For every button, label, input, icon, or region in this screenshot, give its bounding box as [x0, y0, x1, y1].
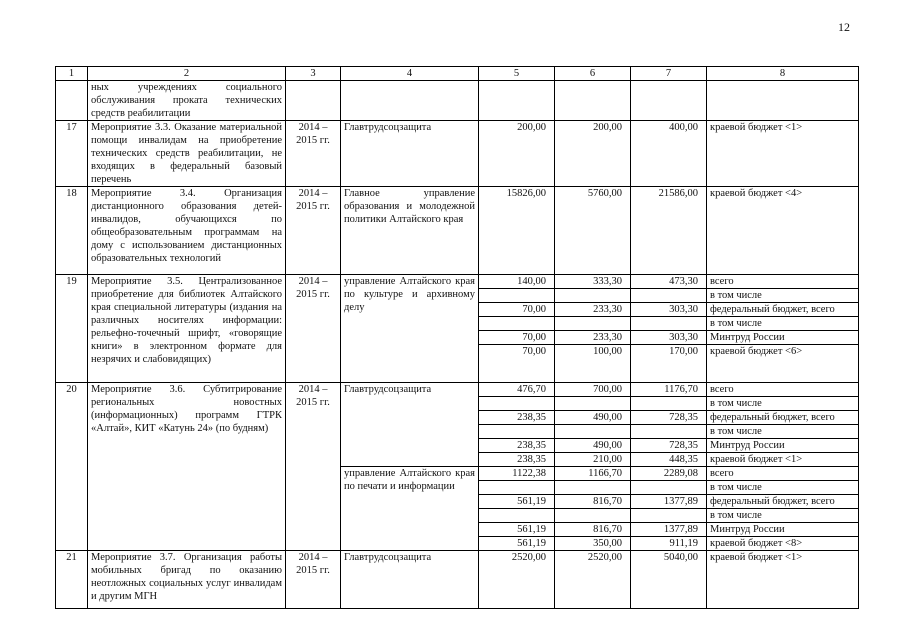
period-cell: 2014 – 2015 гг.	[286, 275, 341, 383]
table-row	[56, 275, 859, 289]
activity-name-cell: Мероприятие 3.3. Оказание материальной помощи инвалидам на приобретение технических средств реабилитации, не входящих в федеральный базовый перечень	[88, 121, 286, 187]
amount-2014-cell: 70,00	[479, 303, 555, 317]
amount-total-cell	[631, 425, 707, 439]
row-number-cell: 21	[56, 551, 88, 609]
amount-total-cell: 303,30	[631, 331, 707, 345]
amount-2015-cell	[555, 317, 631, 331]
amount-2014-cell: 238,35	[479, 453, 555, 467]
funding-source-cell: в том числе	[707, 317, 859, 331]
table-row	[56, 81, 859, 121]
funding-source-cell: краевой бюджет <6>	[707, 345, 859, 383]
amount-2014-cell: 238,35	[479, 411, 555, 425]
row-number-cell	[56, 81, 88, 121]
table-row	[56, 121, 859, 187]
column-header: 3	[286, 67, 341, 81]
column-header: 1	[56, 67, 88, 81]
amount-2015-cell: 200,00	[555, 121, 631, 187]
amount-2015-cell	[555, 397, 631, 411]
amount-total-cell	[631, 317, 707, 331]
activity-name-cell: ных учреждениях социального обслуживания проката технических средств реабилитации	[88, 81, 286, 121]
funding-source-cell: краевой бюджет <1>	[707, 121, 859, 187]
amount-2015-cell: 233,30	[555, 303, 631, 317]
amount-total-cell: 5040,00	[631, 551, 707, 609]
amount-total-cell: 728,35	[631, 439, 707, 453]
period-cell: 2014 – 2015 гг.	[286, 551, 341, 609]
amount-2015-cell: 2520,00	[555, 551, 631, 609]
amount-2014-cell: 200,00	[479, 121, 555, 187]
amount-total-cell	[631, 481, 707, 495]
period-cell: 2014 – 2015 гг.	[286, 187, 341, 275]
amount-2014-cell: 561,19	[479, 495, 555, 509]
amount-2015-cell: 350,00	[555, 537, 631, 551]
activity-name-cell: Мероприятие 3.6. Субтитрирование региональных новостных (информационных) программ ГТРК «Алтай», КИТ «Катунь 24» (по будням)	[88, 383, 286, 467]
amount-2015-cell: 333,30	[555, 275, 631, 289]
amount-total-cell: 1176,70	[631, 383, 707, 397]
executor-cell: управление Алтайского края по культуре и архивному делу	[341, 275, 479, 383]
amount-2014-cell: 70,00	[479, 331, 555, 345]
funding-source-cell: федеральный бюджет, всего	[707, 303, 859, 317]
amount-2015-cell: 490,00	[555, 411, 631, 425]
amount-total-cell: 2289,08	[631, 467, 707, 481]
amount-2014-cell: 140,00	[479, 275, 555, 289]
amount-2014-cell	[479, 509, 555, 523]
column-header: 5	[479, 67, 555, 81]
amount-2014-cell: 70,00	[479, 345, 555, 383]
executor-cell: Главное управление образования и молодежной политики Алтайского края	[341, 187, 479, 275]
funding-source-cell: федеральный бюджет, всего	[707, 495, 859, 509]
amount-total-cell: 21586,00	[631, 187, 707, 275]
period-cell	[286, 81, 341, 121]
activity-name-cell: Мероприятие 3.5. Централизованное приобретение для библиотек Алтайского края специальной литературы (издания на различных носителях информации: рельефно-точечный шрифт, «говорящие книги» в электронном формате для незрячих и слабовидящих)	[88, 275, 286, 383]
funding-source-cell: в том числе	[707, 425, 859, 439]
executor-cell: управление Алтайского края по печати и информации	[341, 467, 479, 551]
column-header: 7	[631, 67, 707, 81]
amount-2014-cell: 238,35	[479, 439, 555, 453]
funding-source-cell: всего	[707, 467, 859, 481]
amount-2015-cell: 1166,70	[555, 467, 631, 481]
amount-total-cell: 303,30	[631, 303, 707, 317]
amount-total-cell	[631, 81, 707, 121]
table-row	[56, 383, 859, 397]
funding-source-cell: в том числе	[707, 509, 859, 523]
amount-total-cell: 728,35	[631, 411, 707, 425]
funding-source-cell: федеральный бюджет, всего	[707, 411, 859, 425]
amount-2015-cell: 233,30	[555, 331, 631, 345]
row-number-cell: 17	[56, 121, 88, 187]
amount-2015-cell: 100,00	[555, 345, 631, 383]
amount-2014-cell: 1122,38	[479, 467, 555, 481]
amount-2015-cell: 490,00	[555, 439, 631, 453]
column-header: 6	[555, 67, 631, 81]
table-row	[56, 187, 859, 275]
funding-source-cell: краевой бюджет <8>	[707, 537, 859, 551]
funding-source-cell: краевой бюджет <1>	[707, 551, 859, 609]
amount-total-cell: 473,30	[631, 275, 707, 289]
funding-source-cell: краевой бюджет <4>	[707, 187, 859, 275]
executor-cell	[341, 81, 479, 121]
period-cell: 2014 – 2015 гг.	[286, 383, 341, 551]
amount-2015-cell	[555, 81, 631, 121]
amount-2015-cell: 210,00	[555, 453, 631, 467]
funding-source-cell: всего	[707, 383, 859, 397]
amount-2015-cell: 5760,00	[555, 187, 631, 275]
amount-2014-cell: 15826,00	[479, 187, 555, 275]
funding-source-cell: Минтруд России	[707, 331, 859, 345]
amount-total-cell: 911,19	[631, 537, 707, 551]
activity-name-cell	[88, 467, 286, 551]
amount-total-cell: 400,00	[631, 121, 707, 187]
amount-2014-cell	[479, 481, 555, 495]
funding-source-cell: в том числе	[707, 397, 859, 411]
amount-2014-cell	[479, 81, 555, 121]
program-activities-table	[55, 66, 859, 609]
amount-total-cell	[631, 509, 707, 523]
table-subrow	[56, 467, 859, 481]
amount-total-cell	[631, 397, 707, 411]
executor-cell: Главтрудсоцзащита	[341, 121, 479, 187]
amount-total-cell: 1377,89	[631, 523, 707, 537]
amount-2014-cell: 561,19	[479, 537, 555, 551]
amount-total-cell: 170,00	[631, 345, 707, 383]
amount-total-cell: 1377,89	[631, 495, 707, 509]
executor-cell: Главтрудсоцзащита	[341, 551, 479, 609]
amount-2015-cell: 700,00	[555, 383, 631, 397]
amount-2015-cell: 816,70	[555, 523, 631, 537]
funding-source-cell: краевой бюджет <1>	[707, 453, 859, 467]
funding-source-cell: Минтруд России	[707, 523, 859, 537]
amount-2015-cell	[555, 509, 631, 523]
amount-total-cell: 448,35	[631, 453, 707, 467]
column-header: 4	[341, 67, 479, 81]
funding-source-cell	[707, 81, 859, 121]
funding-source-cell: в том числе	[707, 481, 859, 495]
amount-2014-cell	[479, 289, 555, 303]
executor-cell: Главтрудсоцзащита	[341, 383, 479, 467]
period-cell: 2014 – 2015 гг.	[286, 121, 341, 187]
activity-name-cell: Мероприятие 3.7. Организация работы мобильных бригад по оказанию неотложных социальных услуг инвалидам и другим МГН	[88, 551, 286, 609]
amount-2014-cell	[479, 397, 555, 411]
amount-2014-cell: 2520,00	[479, 551, 555, 609]
table-row	[56, 551, 859, 609]
column-header: 2	[88, 67, 286, 81]
amount-2014-cell: 476,70	[479, 383, 555, 397]
funding-source-cell: всего	[707, 275, 859, 289]
amount-total-cell	[631, 289, 707, 303]
page-number: 12	[838, 20, 850, 34]
amount-2015-cell: 816,70	[555, 495, 631, 509]
amount-2015-cell	[555, 289, 631, 303]
activity-name-cell: Мероприятие 3.4. Организация дистанционного образования детей-инвалидов, обучающихся по общеобразовательным программам на дому с использованием дистанционных образовательных технологий	[88, 187, 286, 275]
amount-2014-cell: 561,19	[479, 523, 555, 537]
amount-2014-cell	[479, 425, 555, 439]
row-number-cell: 19	[56, 275, 88, 383]
row-number-cell: 20	[56, 383, 88, 551]
amount-2014-cell	[479, 317, 555, 331]
column-number-header-row	[56, 67, 859, 81]
column-header: 8	[707, 67, 859, 81]
row-number-cell: 18	[56, 187, 88, 275]
amount-2015-cell	[555, 481, 631, 495]
funding-source-cell: Минтруд России	[707, 439, 859, 453]
funding-source-cell: в том числе	[707, 289, 859, 303]
amount-2015-cell	[555, 425, 631, 439]
